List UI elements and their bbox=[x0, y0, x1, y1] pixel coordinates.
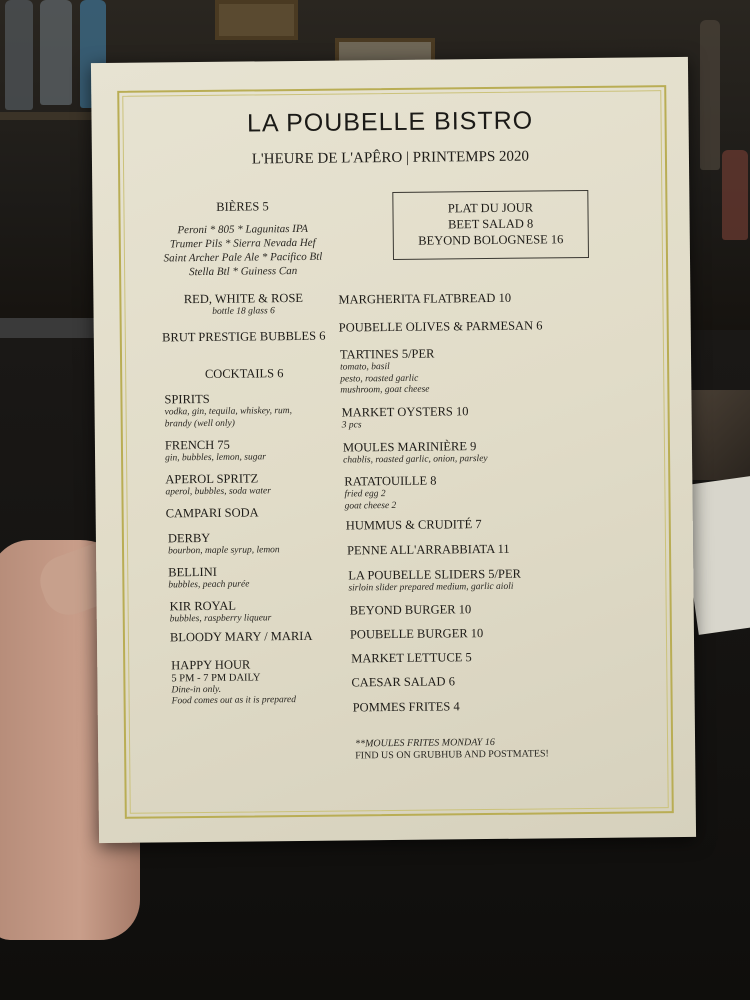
food-item bbox=[343, 438, 623, 467]
bottle bbox=[40, 0, 72, 105]
cocktail-item bbox=[170, 597, 370, 626]
footer-line: **MOULES FRITES MONDAY 16 bbox=[355, 736, 495, 750]
food-item bbox=[353, 698, 633, 716]
food-name: CAESAR SALAD 6 bbox=[351, 674, 455, 690]
food-desc: fried egg 2 bbox=[344, 489, 386, 500]
beer-line: Stella Btl * Guiness Can bbox=[188, 264, 298, 279]
food-name: POMMES FRITES 4 bbox=[352, 699, 460, 715]
menu-sheet bbox=[91, 57, 696, 843]
beer-line: Peroni * 805 * Lagunitas IPA bbox=[177, 222, 308, 237]
cocktail-name: BLOODY MARY / MARIA bbox=[169, 628, 313, 645]
food-item bbox=[350, 601, 630, 619]
cocktail-name: KIR ROYAL bbox=[169, 598, 237, 614]
footer-line: FIND US ON GRUBHUB AND POSTMATES! bbox=[355, 747, 549, 761]
counter-surface bbox=[685, 390, 750, 480]
food-name: MARGHERITA FLATBREAD 10 bbox=[338, 290, 512, 307]
food-item bbox=[344, 472, 624, 513]
food-desc: mushroom, goat cheese bbox=[340, 384, 430, 396]
cocktail-name: DERBY bbox=[167, 530, 211, 546]
plat-du-jour-item: BEYOND BOLOGNESE 16 bbox=[418, 232, 564, 248]
wine-desc: bottle 18 glass 6 bbox=[212, 306, 275, 317]
food-desc: sirloin slider prepared medium, garlic aioli bbox=[348, 581, 514, 594]
food-item bbox=[351, 673, 631, 691]
plat-du-jour-item: BEET SALAD 8 bbox=[447, 216, 534, 232]
cocktail-item bbox=[165, 470, 365, 499]
food-item bbox=[348, 565, 648, 595]
cocktail-item bbox=[170, 628, 370, 645]
food-item bbox=[338, 290, 618, 308]
cocktail-name: APEROL SPRITZ bbox=[165, 471, 259, 487]
beer-line: Trumer Pils * Sierra Nevada Hef bbox=[169, 236, 316, 251]
wall-picture bbox=[215, 0, 298, 40]
wine-heading: RED, WHITE & ROSE bbox=[183, 290, 304, 307]
menu-title: LA POUBELLE BISTRO bbox=[246, 106, 534, 138]
food-name: MARKET LETTUCE 5 bbox=[351, 650, 472, 666]
food-item bbox=[351, 649, 631, 667]
cocktail-item bbox=[164, 390, 364, 430]
bottle bbox=[700, 20, 720, 170]
cocktail-item bbox=[166, 504, 366, 521]
food-item bbox=[346, 516, 626, 534]
food-name: MARKET OYSTERS 10 bbox=[341, 404, 469, 420]
bottle bbox=[5, 0, 33, 110]
bubbles-item: BRUT PRESTIGE BUBBLES 6 bbox=[162, 328, 326, 345]
cocktail-desc: bubbles, peach purée bbox=[168, 579, 250, 591]
bottle bbox=[722, 150, 748, 240]
cocktail-item bbox=[168, 529, 368, 558]
food-name: TARTINES 5/PER bbox=[339, 346, 435, 362]
food-item bbox=[350, 625, 630, 643]
food-name: BEYOND BURGER 10 bbox=[349, 602, 472, 618]
bubbles-section bbox=[144, 329, 344, 346]
menu-footer bbox=[355, 735, 655, 761]
bieres-heading: BIÈRES 5 bbox=[216, 199, 269, 214]
happy-hour-time: 5 PM - 7 PM DAILY bbox=[171, 672, 261, 685]
food-desc: 3 pcs bbox=[341, 420, 362, 431]
plat-du-jour-box bbox=[392, 190, 589, 260]
food-name: POUBELLE BURGER 10 bbox=[349, 626, 484, 642]
food-desc: chablis, roasted garlic, onion, parsley bbox=[343, 454, 488, 466]
cocktail-item bbox=[168, 563, 368, 592]
food-name: MOULES MARINIÈRE 9 bbox=[342, 439, 477, 455]
food-desc: pesto, roasted garlic bbox=[340, 373, 419, 385]
cocktail-item bbox=[165, 436, 365, 465]
food-item bbox=[339, 318, 619, 336]
cocktail-desc: gin, bubbles, lemon, sugar bbox=[165, 452, 266, 464]
cocktail-desc: vodka, gin, tequila, whiskey, rum, bbox=[164, 406, 293, 418]
food-name: RATATOUILLE 8 bbox=[344, 473, 437, 489]
menu-subtitle: L'HEURE DE L'APÊRO | PRINTEMPS 2020 bbox=[251, 148, 530, 168]
happy-hour-note: Food comes out as it is prepared bbox=[171, 695, 297, 707]
food-desc: tomato, basil bbox=[340, 362, 390, 373]
food-item bbox=[340, 345, 621, 397]
food-item bbox=[342, 403, 622, 432]
cocktail-name: CAMPARI SODA bbox=[165, 505, 259, 521]
food-name: HUMMUS & CRUDITÉ 7 bbox=[345, 517, 482, 533]
food-name: PENNE ALL'ARRABBIATA 11 bbox=[346, 541, 510, 558]
cocktail-desc: aperol, bubbles, soda water bbox=[165, 486, 271, 498]
happy-hour-note: Dine-in only. bbox=[171, 684, 222, 695]
cocktail-name: FRENCH 75 bbox=[164, 437, 230, 453]
wine-section bbox=[143, 291, 343, 320]
cocktail-desc: bourbon, maple syrup, lemon bbox=[167, 545, 280, 557]
bieres-section bbox=[142, 199, 343, 280]
cocktail-desc: brandy (well only) bbox=[164, 418, 235, 429]
food-name: LA POUBELLE SLIDERS 5/PER bbox=[348, 566, 521, 583]
food-desc: goat cheese 2 bbox=[344, 500, 397, 512]
cocktail-name: BELLINI bbox=[168, 564, 217, 580]
happy-hour-heading: HAPPY HOUR bbox=[171, 657, 251, 673]
food-item bbox=[347, 541, 627, 559]
plat-du-jour-heading: PLAT DU JOUR bbox=[447, 200, 534, 216]
cocktail-desc: bubbles, raspberry liqueur bbox=[169, 613, 272, 625]
cocktails-heading: COCKTAILS 6 bbox=[204, 366, 284, 381]
happy-hour-section bbox=[171, 656, 372, 708]
cocktail-name: SPIRITS bbox=[164, 391, 210, 407]
cocktails-heading-wrap bbox=[144, 366, 344, 383]
food-name: POUBELLE OLIVES & PARMESAN 6 bbox=[338, 318, 543, 335]
beer-line: Saint Archer Pale Ale * Pacifico Btl bbox=[163, 250, 323, 265]
